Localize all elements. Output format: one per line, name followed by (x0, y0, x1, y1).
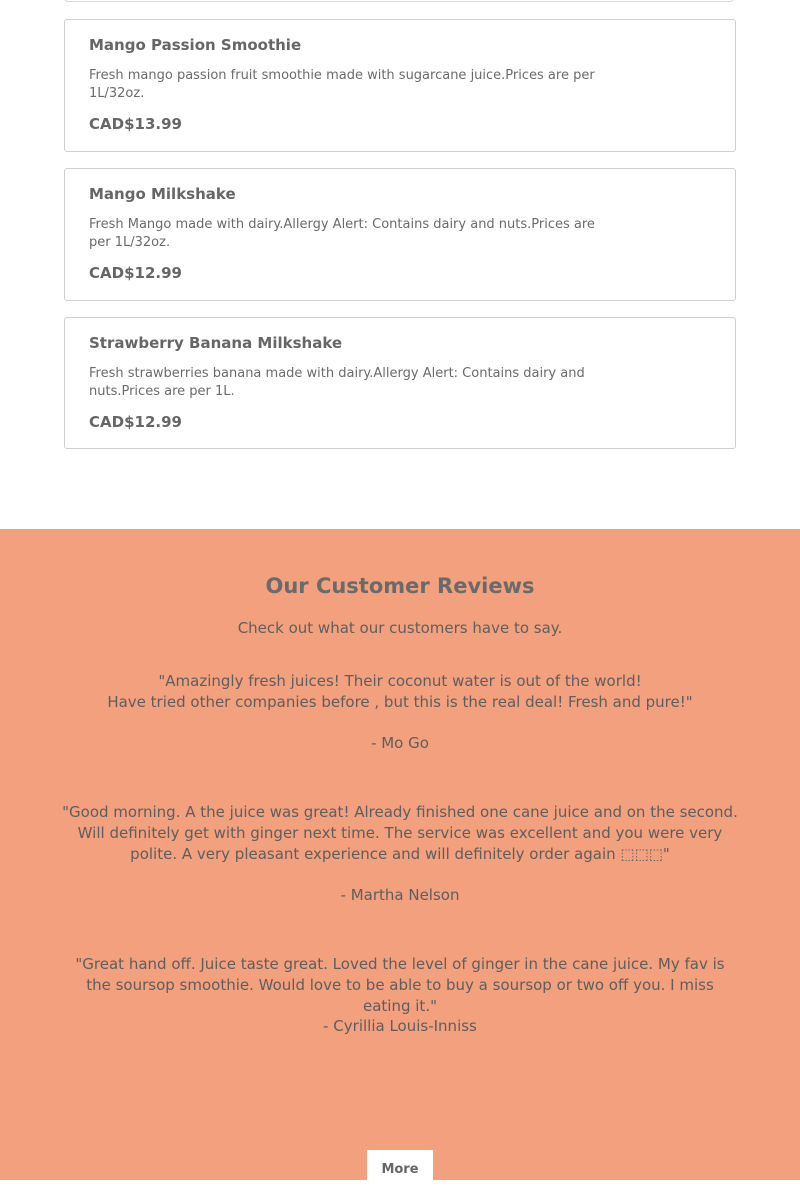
product-name: Strawberry Banana Milkshake (89, 334, 343, 352)
review-quote-line: Have tried other companies before , but this is the real deal! Fresh and pure!" (107, 693, 693, 711)
product-card[interactable] (64, 19, 736, 152)
product-card[interactable] (64, 317, 736, 449)
product-description: Fresh mango passion fruit smoothie made with sugarcane juice.Prices are per 1L/32oz. (89, 68, 595, 101)
product-description: Fresh strawberries banana made with dairy.Allergy Alert: Contains dairy and nuts.Prices are per 1L. (89, 366, 585, 399)
product-description: Fresh Mango made with dairy.Allergy Alert: Contains dairy and nuts.Prices are per 1L/32oz. (89, 217, 595, 250)
product-name: Mango Passion Smoothie (89, 36, 302, 54)
review-author: - Cyrillia Louis-Inniss (323, 1017, 477, 1035)
review-quote (62, 671, 738, 713)
product-name: Mango Milkshake (89, 185, 236, 203)
previous-product-card-edge (64, 0, 734, 2)
review-quote: "Good morning. A the juice was great! Already finished one cane juice and on the second. Will definitely get with ginger next time. The service was excellent and you were very polite. A very pleasant experience and will definitely order again ⬚⬚⬚" (62, 803, 738, 863)
reviews-title: Our Customer Reviews (265, 574, 535, 598)
review-quote: "Great hand off. Juice taste great. Loved the level of ginger in the cane juice. My fav is the soursop smoothie. Would love to be able to buy a soursop or two off you. I miss eating it." (75, 955, 725, 1015)
review-author: - Mo Go (371, 734, 429, 752)
product-card[interactable] (64, 168, 736, 301)
product-price: CAD$12.99 (89, 413, 182, 431)
review-author: - Martha Nelson (340, 886, 460, 904)
product-price: CAD$12.99 (89, 264, 182, 282)
product-price: CAD$13.99 (89, 115, 182, 133)
customer-reviews-section (0, 529, 800, 1180)
reviews-subtitle: Check out what our customers have to say. (237, 619, 563, 637)
review-quote-line: "Amazingly fresh juices! Their coconut water is out of the world! (158, 672, 642, 690)
more-reviews-button[interactable]: More (367, 1150, 433, 1190)
